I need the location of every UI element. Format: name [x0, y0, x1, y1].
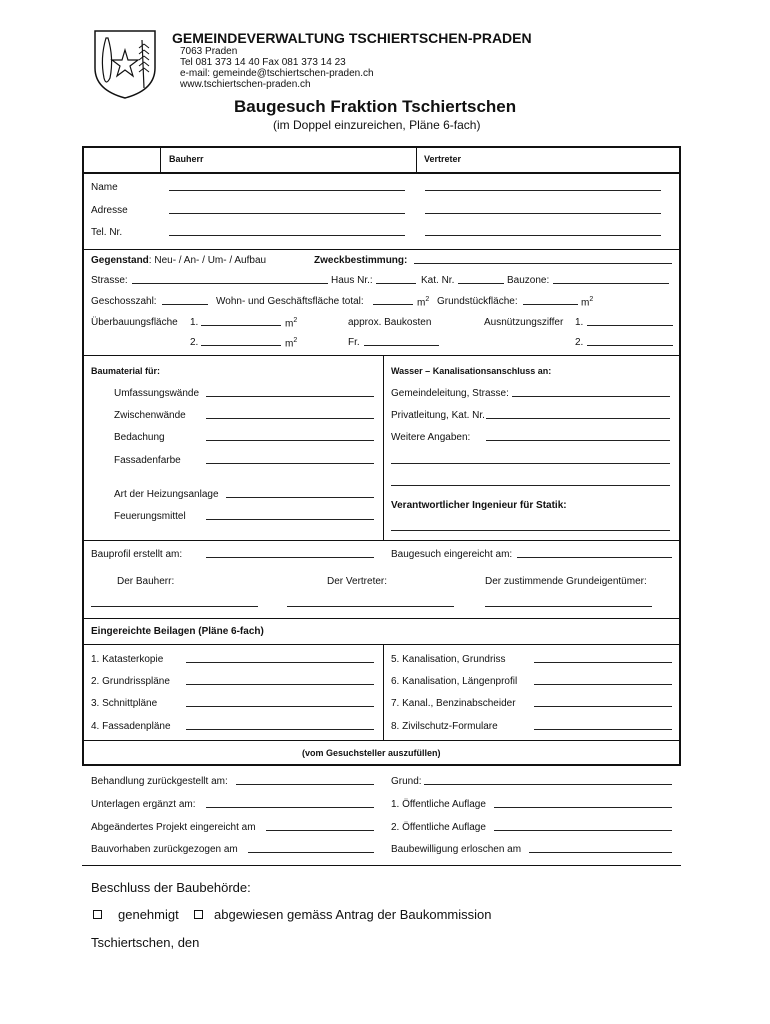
- owner-address-field[interactable]: [169, 213, 405, 214]
- purpose-label: Zweckbestimmung:: [314, 255, 408, 266]
- coverage-1-unit: $m^2$: [285, 317, 298, 330]
- attachment-5-label: 5. Kanalisation, Grundriss: [391, 654, 506, 665]
- submitted-label: Baugesuch eingereicht am:: [391, 549, 513, 560]
- publication-1-label: 1. Öffentliche Auflage: [391, 799, 486, 810]
- rep-tel-field[interactable]: [425, 235, 661, 236]
- col-owner-heading: Bauherr: [169, 154, 204, 164]
- rep-name-field[interactable]: [425, 190, 661, 191]
- usage-label: Ausnützungsziffer: [484, 317, 564, 328]
- more-info-label: Weitere Angaben:: [391, 432, 471, 443]
- landowner-signature-field[interactable]: [485, 606, 652, 607]
- costs-label: approx. Baukosten: [348, 317, 432, 328]
- org-website: www.tschiertschen-praden.ch: [180, 79, 311, 90]
- owner-tel-field[interactable]: [169, 235, 405, 236]
- org-address: 7063 Praden: [180, 46, 238, 57]
- house-no-label: Haus Nr.:: [331, 275, 373, 286]
- org-name: GEMEINDEVERWALTUNG TSCHIERTSCHEN-PRADEN: [172, 30, 532, 46]
- usage-1-label: 1.: [575, 317, 584, 328]
- attachment-6-field[interactable]: [534, 684, 672, 685]
- landowner-signature-label: Der zustimmende Grundeigentümer:: [485, 576, 647, 587]
- public-line-label: Gemeindeleitung, Strasse:: [391, 388, 509, 399]
- org-email: e-mail: gemeinde@tschiertschen-praden.ch: [180, 68, 374, 79]
- attachment-5-field[interactable]: [534, 662, 672, 663]
- address-label: Adresse: [91, 205, 128, 216]
- private-line-field[interactable]: [486, 418, 670, 419]
- lot-area-unit: $m^2$: [581, 296, 594, 309]
- attachment-2-field[interactable]: [186, 684, 374, 685]
- coverage-1-label: 1.: [190, 317, 199, 328]
- modified-label: Abgeändertes Projekt eingereicht am: [91, 822, 256, 833]
- rejected-checkbox[interactable]: [194, 910, 203, 919]
- coverage-label: Überbauungsfläche: [91, 317, 178, 328]
- subject-label: Gegenstand: [91, 255, 149, 266]
- expired-label: Baubewilligung erloschen am: [391, 844, 522, 855]
- page-title: Baugesuch Fraktion Tschiertschen: [234, 97, 517, 116]
- publication-2-label: 2. Öffentliche Auflage: [391, 822, 486, 833]
- partitions-label: Zwischenwände: [114, 410, 186, 421]
- street-field[interactable]: [132, 283, 328, 284]
- purpose-field[interactable]: [414, 263, 672, 264]
- reason-field[interactable]: [424, 784, 672, 785]
- rep-signature-field[interactable]: [287, 606, 454, 607]
- materials-heading: Baumaterial für:: [91, 366, 161, 376]
- private-line-label: Privatleitung, Kat. Nr.: [391, 410, 485, 421]
- coverage-2-label: 2.: [190, 337, 199, 348]
- kat-nr-label: Kat. Nr.: [421, 275, 455, 286]
- engineer-field[interactable]: [391, 530, 670, 531]
- usage-1-field[interactable]: [587, 325, 673, 326]
- attachment-2-label: 2. Grundrisspläne: [91, 676, 170, 687]
- costs-field[interactable]: [364, 345, 439, 346]
- rep-address-field[interactable]: [425, 213, 661, 214]
- name-label: Name: [91, 182, 118, 193]
- attachment-1-field[interactable]: [186, 662, 374, 663]
- living-area-unit: $m^2$: [417, 296, 430, 309]
- coverage-2-unit: $m^2$: [285, 337, 298, 350]
- public-line-field[interactable]: [512, 396, 670, 397]
- walls-field[interactable]: [206, 396, 374, 397]
- subject-row: [91, 255, 266, 266]
- approved-label: genehmigt: [118, 907, 179, 922]
- attachment-3-label: 3. Schnittpläne: [91, 698, 158, 709]
- attachment-4-label: 4. Fassadenpläne: [91, 721, 171, 732]
- place-date-label: Tschiertschen, den: [91, 935, 200, 950]
- reason-label: Grund:: [391, 776, 422, 787]
- owner-name-field[interactable]: [169, 190, 405, 191]
- fire-label: Feuerungsmittel: [114, 511, 186, 522]
- water-heading: Wasser – Kanalisationsanschluss an:: [391, 366, 552, 376]
- kat-nr-field[interactable]: [458, 283, 504, 284]
- attachment-1-label: 1. Katasterkopie: [91, 654, 164, 665]
- coverage-2-field[interactable]: [201, 345, 281, 346]
- zone-field[interactable]: [553, 283, 669, 284]
- walls-label: Umfassungswände: [114, 388, 200, 399]
- house-no-field[interactable]: [376, 283, 416, 284]
- page-subtitle: (im Doppel einzureichen, Pläne 6-fach): [273, 118, 481, 132]
- owner-signature-label: Der Bauherr:: [117, 576, 175, 587]
- attachment-7-field[interactable]: [534, 706, 672, 707]
- facade-field[interactable]: [206, 463, 374, 464]
- more-info-field-3[interactable]: [391, 485, 670, 486]
- more-info-field-2[interactable]: [391, 463, 670, 464]
- usage-2-label: 2.: [575, 337, 584, 348]
- modified-field[interactable]: [266, 830, 374, 831]
- fire-field[interactable]: [206, 519, 374, 520]
- org-phone: Tel 081 373 14 40 Fax 081 373 14 23: [180, 57, 346, 68]
- more-info-field[interactable]: [486, 440, 670, 441]
- attachment-8-label: 8. Zivilschutz-Formulare: [391, 721, 498, 732]
- returned-label: Behandlung zurückgestellt am:: [91, 776, 228, 787]
- engineer-label: Verantwortlicher Ingenieur für Statik:: [391, 500, 567, 511]
- partitions-field[interactable]: [206, 418, 374, 419]
- rep-signature-label: Der Vertreter:: [327, 576, 388, 587]
- coverage-1-field[interactable]: [201, 325, 281, 326]
- completed-field[interactable]: [206, 807, 374, 808]
- usage-2-field[interactable]: [587, 345, 673, 346]
- coat-of-arms-logo: [92, 28, 158, 100]
- profile-field[interactable]: [206, 557, 374, 558]
- owner-signature-field[interactable]: [91, 606, 258, 607]
- attachment-8-field[interactable]: [534, 729, 672, 730]
- rejected-label: abgewiesen gemäss Antrag der Baukommission: [214, 907, 492, 922]
- roof-field[interactable]: [206, 440, 374, 441]
- profile-label: Bauprofil erstellt am:: [91, 549, 183, 560]
- floors-field[interactable]: [162, 304, 208, 305]
- attachment-3-field[interactable]: [186, 706, 374, 707]
- publication-1-field[interactable]: [494, 807, 672, 808]
- costs-fr-label: Fr.: [348, 337, 360, 348]
- tel-label: Tel. Nr.: [91, 227, 123, 238]
- floors-label: Geschosszahl:: [91, 296, 157, 307]
- heating-field[interactable]: [226, 497, 374, 498]
- divider: [82, 865, 681, 866]
- attachments-heading: Eingereichte Beilagen (Pläne 6-fach): [91, 626, 264, 637]
- col-representative-heading: Vertreter: [424, 154, 462, 164]
- zone-label: Bauzone:: [507, 275, 550, 286]
- withdrawn-field[interactable]: [248, 852, 374, 853]
- submitted-field[interactable]: [517, 557, 672, 558]
- lot-area-label: Grundstückfläche:: [437, 296, 518, 307]
- publication-2-field[interactable]: [494, 830, 672, 831]
- decision-heading: Beschluss der Baubehörde:: [91, 880, 251, 895]
- expired-field[interactable]: [529, 852, 672, 853]
- subject-value: : Neu- / An- / Um- / Aufbau: [148, 255, 267, 266]
- approved-checkbox[interactable]: [93, 910, 102, 919]
- lot-area-field[interactable]: [523, 304, 578, 305]
- roof-label: Bedachung: [114, 432, 165, 443]
- withdrawn-label: Bauvorhaben zurückgezogen am: [91, 844, 238, 855]
- attachment-6-label: 6. Kanalisation, Längenprofil: [391, 676, 518, 687]
- attachment-7-label: 7. Kanal., Benzinabscheider: [391, 698, 516, 709]
- completed-label: Unterlagen ergänzt am:: [91, 799, 196, 810]
- living-area-label: Wohn- und Geschäftsfläche total:: [216, 296, 364, 307]
- living-area-field[interactable]: [373, 304, 413, 305]
- street-label: Strasse:: [91, 275, 128, 286]
- heating-label: Art der Heizungsanlage: [114, 489, 219, 500]
- applicant-note: (vom Gesuchsteller auszufüllen): [302, 748, 441, 758]
- facade-label: Fassadenfarbe: [114, 455, 181, 466]
- attachment-4-field[interactable]: [186, 729, 374, 730]
- returned-field[interactable]: [236, 784, 374, 785]
